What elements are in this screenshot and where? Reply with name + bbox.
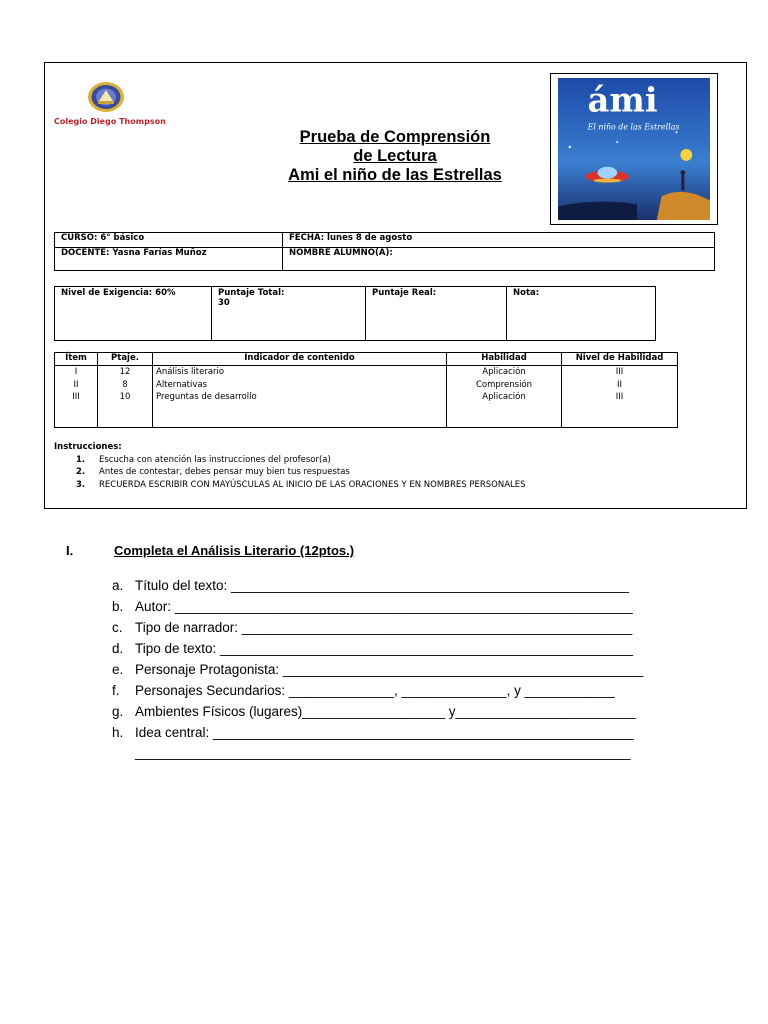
real-score-cell[interactable]: Puntaje Real: (366, 287, 507, 341)
exigencia-cell: Nivel de Exigencia: 60% (55, 287, 212, 341)
habilidad-column (447, 366, 562, 428)
instructions-list (54, 454, 526, 492)
col-header-indicador: Indicador de contenido (153, 353, 447, 366)
question-letter: a. (112, 578, 124, 593)
question-letter: g. (112, 704, 124, 719)
question-item[interactable] (112, 640, 643, 661)
question-text: Ambientes Físicos (lugares)___________________ y________________________ (135, 704, 636, 719)
indicador-cell: Alternativas (156, 379, 208, 390)
list-item (76, 479, 526, 492)
course-field: CURSO: 6° básico (55, 233, 283, 248)
question-text: Título del texto: _____________________________________________________ (135, 578, 629, 593)
question-text: Tipo de narrador: ____________________________________________________ (135, 620, 633, 635)
question-text: Idea central: ________________________________________________________ (135, 725, 634, 740)
question-letter: f. (112, 683, 120, 698)
questions-list (112, 577, 643, 766)
ptaje-column (98, 366, 153, 428)
cover-subtitle: El niño de las Estrellas (587, 122, 680, 132)
items-table (54, 352, 678, 428)
question-letter: c. (112, 620, 123, 635)
col-header-nivel: Nivel de Habilidad (562, 353, 678, 366)
scores-table (54, 286, 656, 341)
col-header-habilidad: Habilidad (447, 353, 562, 366)
student-info-table (54, 232, 715, 271)
question-item[interactable] (112, 619, 643, 640)
indicador-cell: Análisis literario (156, 367, 225, 377)
title-line-1: Prueba de Comprensión (299, 128, 491, 146)
habilidad-cell: Aplicación (482, 392, 526, 402)
item-column (55, 366, 98, 428)
question-item[interactable] (112, 703, 643, 724)
question-item[interactable] (112, 682, 643, 703)
question-text: Personajes Secundarios: ______________, ______________, y ____________ (135, 683, 615, 698)
list-item (76, 466, 526, 479)
indicador-column (153, 366, 447, 428)
instructions-heading: Instrucciones: (54, 442, 122, 452)
item-cell: II (73, 379, 79, 390)
ptaje-cell: 12 (119, 367, 131, 377)
list-text: Escucha con atención las instrucciones del profesor(a) (99, 454, 331, 465)
list-number: 1. (76, 454, 86, 465)
title-line-3: Ami el niño de las Estrellas (288, 166, 502, 184)
indicador-cell: Preguntas de desarrollo (156, 392, 257, 402)
nivel-cell: III (615, 367, 624, 377)
habilidad-cell: Comprensión (475, 379, 533, 390)
question-letter: d. (112, 641, 124, 656)
section-title: Completa el Análisis Literario (12ptos.) (114, 543, 355, 558)
question-item[interactable] (112, 598, 643, 619)
ptaje-cell: 8 (122, 379, 128, 390)
question-text: Autor: _____________________________________________________________ (135, 599, 633, 614)
total-score-label: Puntaje Total: (218, 288, 285, 298)
question-item[interactable] (112, 724, 643, 745)
question-text: Personaje Protagonista: ________________________________________________ (135, 662, 644, 677)
list-number: 3. (76, 479, 86, 490)
cover-title: ámi (587, 80, 658, 120)
total-score-cell (212, 287, 366, 341)
col-header-ptaje: Ptaje. (98, 353, 153, 366)
item-cell: I (74, 367, 78, 377)
question-continuation-line[interactable]: __________________________________________________________________ (135, 745, 631, 760)
ptaje-cell: 10 (119, 392, 131, 402)
question-text: Tipo de texto: _______________________________________________________ (135, 641, 633, 656)
section-number: I. (66, 543, 74, 558)
total-score-value: 30 (218, 298, 230, 308)
school-name: Colegio Diego Thompson (54, 117, 166, 126)
book-cover-image (550, 73, 718, 225)
question-item[interactable] (112, 661, 643, 682)
title-line-2: de Lectura (353, 147, 437, 165)
student-name-field[interactable]: NOMBRE ALUMNO(A): (283, 248, 715, 271)
list-item (76, 454, 526, 467)
habilidad-cell: Aplicación (482, 367, 526, 377)
col-header-item: Ítem (55, 353, 98, 366)
school-logo (86, 80, 126, 114)
date-field: FECHA: lunes 8 de agosto (283, 233, 715, 248)
question-letter: b. (112, 599, 124, 614)
grade-cell[interactable]: Nota: (507, 287, 656, 341)
question-letter: h. (112, 725, 124, 740)
question-letter: e. (112, 662, 124, 677)
list-text: RECUERDA ESCRIBIR CON MAYÚSCULAS AL INICIO DE LAS ORACIONES Y EN NOMBRES PERSONALES (99, 479, 526, 490)
instructions (54, 441, 526, 491)
item-cell: III (72, 392, 80, 402)
question-item[interactable] (112, 577, 643, 598)
nivel-column (562, 366, 678, 428)
teacher-field: DOCENTE: Yasna Farías Muñoz (55, 248, 283, 271)
section-heading (66, 543, 354, 558)
page-title (240, 128, 550, 185)
list-number: 2. (76, 467, 86, 477)
nivel-cell: II (616, 379, 622, 390)
table-row (55, 366, 678, 428)
nivel-cell: III (615, 392, 624, 402)
list-text: Antes de contestar, debes pensar muy bien tus respuestas (99, 467, 350, 477)
